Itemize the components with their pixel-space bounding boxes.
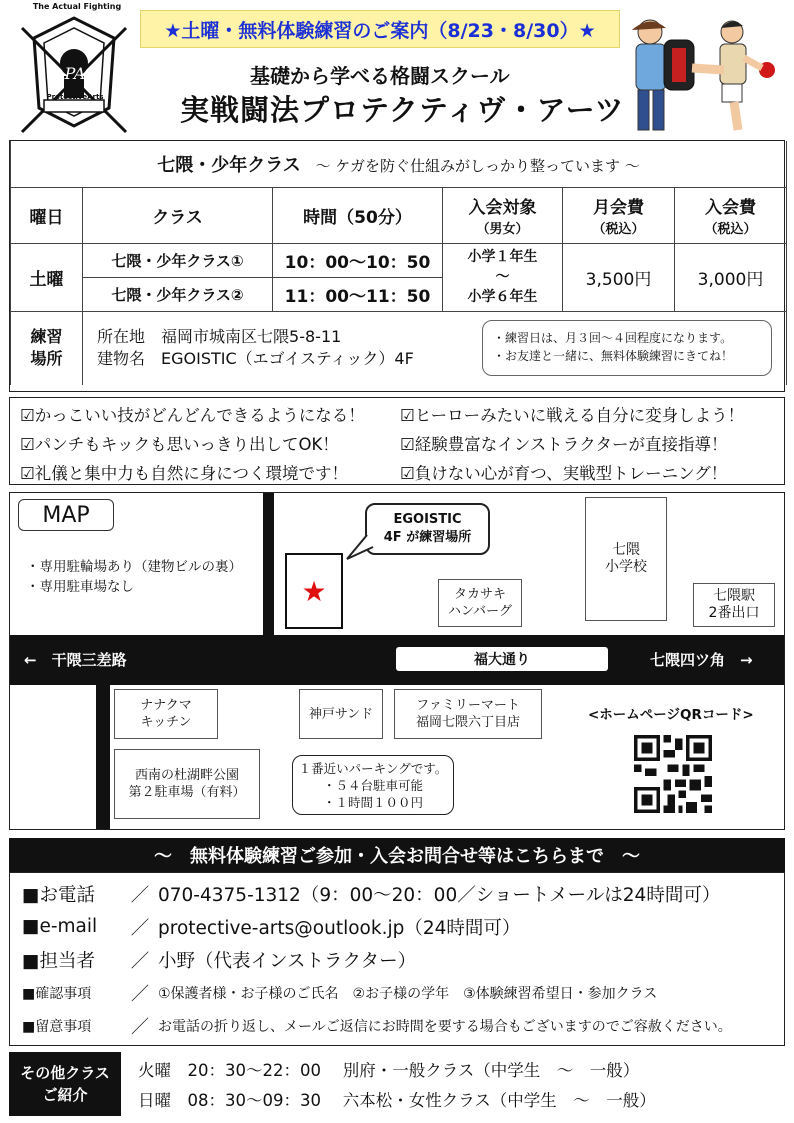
day-cell: 土曜 [11, 243, 83, 311]
class-row-1-name: 七隈・少年クラス① [83, 243, 273, 277]
school-title: 実戦闘法プロテクティヴ・アーツ [180, 93, 625, 127]
other-classes-header [9, 1052, 121, 1116]
class-row-1-time: 10：00～10：50 [273, 243, 443, 277]
kitchen-1: ナナクマ [140, 698, 192, 713]
parking-callout [292, 755, 454, 815]
egoistic-callout [365, 503, 490, 555]
practice-note-box [482, 320, 772, 376]
parking-callout-1: １番近いパーキングです。 [298, 760, 448, 776]
practice-note-1: ・練習日は、月３回～４回程度になります。 [493, 330, 733, 345]
place-cell [83, 311, 787, 385]
place-header-2: 場所 [30, 349, 63, 369]
callout-pointer [345, 533, 375, 563]
benefit-checklist [9, 397, 785, 485]
separator: ／ [131, 1016, 149, 1038]
other-classes-list [138, 1056, 656, 1116]
park-parking-2: 第２駐車場（有料） [128, 785, 246, 800]
egoistic-callout-1: EGOISTIC [393, 512, 462, 527]
header-entry-label: 入会費 [705, 198, 757, 218]
logo-text-top: The Actual Fighting [32, 2, 122, 11]
contact-row-email [22, 910, 772, 943]
parking-callout-3: ・１時間１００円 [322, 794, 423, 810]
familymart-1: ファミリーマート [416, 698, 520, 713]
header-class: クラス [83, 187, 273, 243]
class-info-box [9, 140, 785, 392]
address-label: 所在地 [97, 327, 146, 347]
nanakuma-elementary-school [585, 497, 667, 621]
header-entry [675, 187, 787, 243]
contact-key: ■e-mail [22, 916, 98, 937]
contact-key: ■留意事項 [22, 1018, 92, 1035]
qr-label: <ホームページQRコード> [588, 707, 754, 723]
logo-text-bottom: ProtectiveArts [46, 93, 104, 101]
class-table [10, 141, 787, 385]
contact-row-confirm [22, 976, 772, 1009]
practice-note-2: ・お友達と一緒に、無料体験練習にきてね！ [493, 348, 734, 363]
separator: ／ [130, 950, 150, 972]
other-classes-header-2: ご紹介 [42, 1086, 88, 1104]
class-caption [11, 141, 787, 187]
other-class-line: 火曜 20：30～22：00 別府・一般クラス（中学生 ～ 一般） [138, 1061, 640, 1080]
class-row-2-name: 七隈・少年クラス② [83, 277, 273, 311]
park-parking-1: 西南の杜湖畔公園 [134, 768, 239, 783]
checklist-item: ☑負けない心が育つ、実戦型トレーニング！ [400, 464, 728, 483]
takasaki-2: ハンバーグ [447, 604, 513, 619]
contact-key: ■お電話 [22, 884, 95, 906]
separator: ／ [130, 917, 150, 939]
contact-header: ～ 無料体験練習ご参加・入会お問合せ等はこちらまで ～ [9, 838, 785, 872]
parking-notes [26, 557, 242, 597]
kick-training-illustration [622, 10, 784, 132]
building-value: EGOISTIC（エゴイスティック）4F [161, 349, 414, 369]
separator: ／ [131, 983, 149, 1005]
contact-person: 小野（代表インストラクター） [158, 950, 417, 972]
target-cell [443, 243, 563, 311]
email-address[interactable]: protective-arts@outlook.jp（24時間可） [158, 917, 521, 939]
confirm-items: ①保護者様・お子様のご氏名 ②お子様の学年 ③体験練習希望日・参加クラス [158, 985, 658, 1002]
other-classes-header-1: その他クラス [20, 1064, 110, 1082]
phone-number[interactable]: 070-4375-1312（9：00～20：00／ショートメールは24時間可） [158, 884, 721, 906]
station-1: 七隈駅 [712, 588, 755, 604]
school-2: 小学校 [605, 559, 647, 575]
header-time: 時間（50分） [273, 187, 443, 243]
building-label: 建物名 [97, 349, 146, 369]
checklist-item: ☑パンチもキックも思いっきり出してOK！ [20, 435, 339, 454]
target-line-1: 小学１年生 [467, 249, 538, 265]
egoistic-building [285, 553, 343, 629]
kitchen-2: キッチン [140, 715, 192, 730]
header-monthly-sub: （税込） [592, 222, 645, 237]
notice-text: お電話の折り返し、メールご返信にお時間を要する場合もございますのでご容赦ください。 [158, 1018, 732, 1035]
road-right-label: 七隈四ツ角 → [650, 651, 753, 669]
entry-fee: 3,000円 [675, 243, 787, 311]
header-monthly [563, 187, 675, 243]
checklist-item: ☑ヒーローみたいに戦える自分に変身しよう！ [400, 406, 745, 425]
road-name-sign: 福大通り [396, 647, 608, 671]
checklist-item: ☑経験豊富なインストラクターが直接指導！ [400, 435, 728, 454]
nanakuma-station-exit [693, 583, 775, 627]
access-map [9, 492, 785, 830]
contact-key: ■担当者 [22, 950, 95, 972]
address-value: 福岡市城南区七隈5-8-11 [161, 327, 342, 347]
nanakuma-kitchen [114, 689, 218, 739]
contact-row-notice [22, 1009, 772, 1042]
parking-callout-2: ・５４台駐車可能 [322, 777, 423, 793]
egoistic-callout-2: 4F が練習場所 [383, 530, 472, 545]
road-left-label: ← 干隈三差路 [24, 651, 127, 669]
event-banner: ★土曜・無料体験練習のご案内（8/23・8/30）★ [140, 10, 620, 48]
header-entry-sub: （税込） [704, 222, 757, 237]
checklist-item: ☑かっこいい技がどんどんできるようになる！ [20, 406, 365, 425]
class-caption-name: 七隈・少年クラス [157, 154, 301, 176]
header-monthly-label: 月会費 [593, 198, 644, 218]
place-header [11, 311, 83, 385]
target-line-3: 小学６年生 [467, 289, 538, 305]
school-1: 七隈 [612, 542, 640, 558]
contact-row-phone [22, 877, 772, 910]
parking-note-1: ・専用駐輪場あり（建物ビルの裏） [26, 559, 242, 575]
location-star-icon: ★ [301, 574, 327, 608]
checklist-item: ☑礼儀と集中力も自然に身につく環境です！ [20, 464, 348, 483]
monthly-fee: 3,500円 [563, 243, 675, 311]
header-target [443, 187, 563, 243]
logo-monogram: PA [64, 64, 86, 83]
contact-row-person [22, 943, 772, 976]
homepage-qr-code[interactable] [634, 735, 712, 813]
school-subtitle: 基礎から学べる格闘スクール [250, 64, 510, 88]
side-road [263, 493, 274, 635]
parking-note-2: ・専用駐車場なし [26, 579, 134, 595]
park-parking [114, 749, 260, 819]
familymart-2: 福岡七隈六丁目店 [415, 715, 520, 730]
place-header-1: 練習 [30, 327, 63, 347]
header-target-label: 入会対象 [468, 198, 537, 218]
separator: ／ [130, 884, 150, 906]
side-road [96, 685, 110, 830]
class-row-2-time: 11：00～11：50 [273, 277, 443, 311]
other-class-line: 日曜 08：30～09：30 六本松・女性クラス（中学生 ～ 一般） [138, 1091, 656, 1110]
header-day: 曜日 [11, 187, 83, 243]
map-label: MAP [18, 499, 114, 531]
station-2: 2番出口 [708, 605, 760, 621]
class-caption-text: ～ ケガを防ぐ仕組みがしっかり整っています ～ [315, 156, 640, 175]
familymart [394, 689, 542, 739]
takasaki-hamburg [438, 579, 522, 627]
target-line-2: ～ [495, 269, 510, 285]
contact-key: ■確認事項 [22, 985, 92, 1002]
contact-box [9, 872, 785, 1046]
header-target-sub: （男女） [476, 222, 529, 237]
takasaki-1: タカサキ [453, 587, 506, 602]
kobe-sand: 神戸サンド [299, 689, 383, 739]
